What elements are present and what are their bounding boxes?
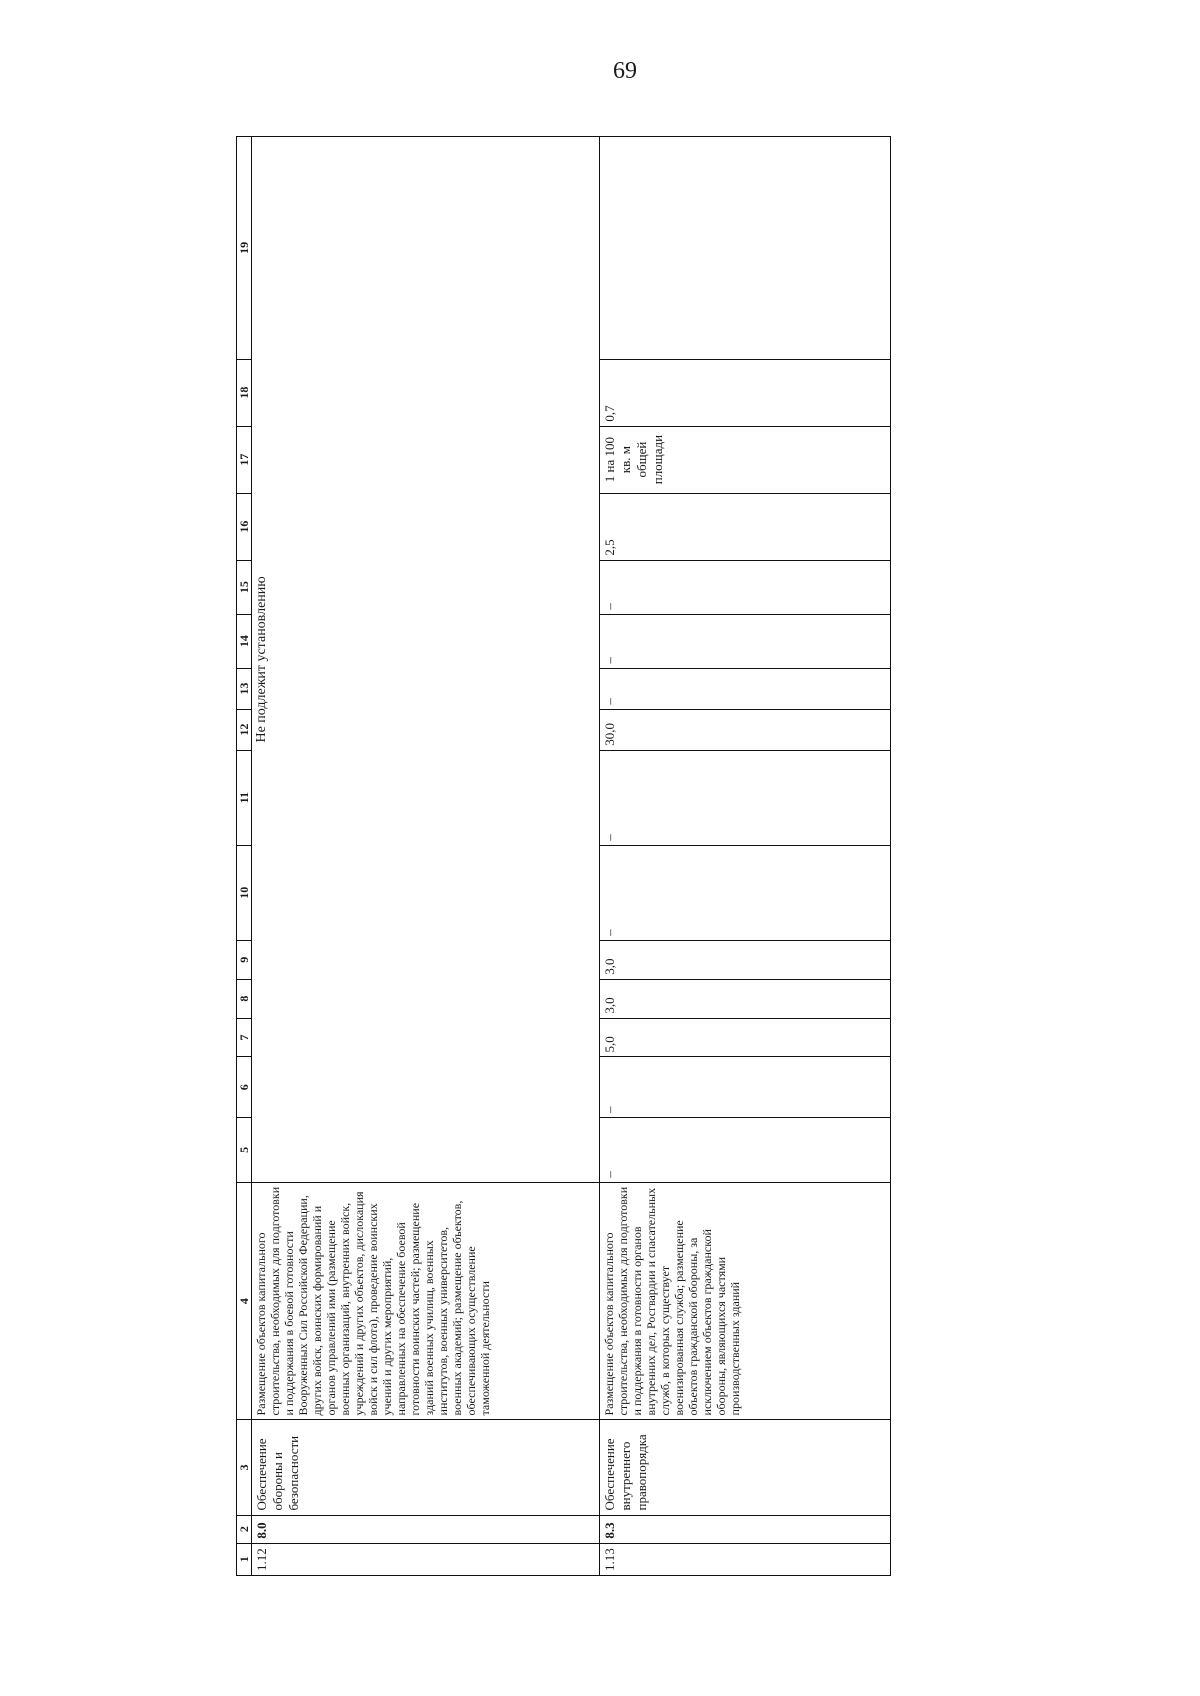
header-col-19: 19 bbox=[237, 137, 252, 360]
header-col-12: 12 bbox=[237, 709, 252, 750]
row-number: 1.12 bbox=[252, 1543, 600, 1575]
not-applicable-note: Не подлежит установлению bbox=[252, 137, 600, 1183]
header-col-8: 8 bbox=[237, 979, 252, 1018]
value-col-13: – bbox=[600, 668, 891, 709]
header-col-10: 10 bbox=[237, 845, 252, 940]
header-row bbox=[237, 137, 252, 1576]
header-col-16: 16 bbox=[237, 493, 252, 560]
header-col-11: 11 bbox=[237, 750, 252, 845]
value-col-16: 2,5 bbox=[600, 493, 891, 560]
page-number: 69 bbox=[613, 58, 637, 84]
value-col-7: 5,0 bbox=[600, 1018, 891, 1057]
header-col-13: 13 bbox=[237, 668, 252, 709]
value-col-11: – bbox=[600, 750, 891, 845]
value-col-19 bbox=[600, 137, 891, 360]
table-row bbox=[600, 137, 891, 1576]
use-code: 8.3 bbox=[600, 1515, 891, 1543]
table-row bbox=[252, 137, 600, 1576]
header-col-5: 5 bbox=[237, 1117, 252, 1182]
use-description: Размещение объектов капитального строительства, необходимых для подготовки и поддержания в боевой готовности Вооруженных Сил Российской Федерации, других войск, воинских формирований и органов управлений ими (размещение военных организаций, внутренних войск, учреждений и других объектов, дислокация войск и сил флота), проведение воинских учений и других мероприятий, направленных на обеспечение боевой готовности воинских частей; размещение зданий военных училищ, военных институтов, военных университетов, военных академий; размещение объектов, обеспечивающих осуществление таможенной деятельности bbox=[252, 1182, 600, 1420]
value-col-10: – bbox=[600, 845, 891, 940]
value-col-12: 30,0 bbox=[600, 709, 891, 750]
header-col-14: 14 bbox=[237, 614, 252, 668]
value-col-15: – bbox=[600, 560, 891, 614]
value-col-9: 3,0 bbox=[600, 940, 891, 979]
value-col-14: – bbox=[600, 614, 891, 668]
value-col-18: 0,7 bbox=[600, 359, 891, 426]
header-col-15: 15 bbox=[237, 560, 252, 614]
value-col-17: 1 на 100 кв. м общей площади bbox=[600, 426, 891, 493]
header-col-1: 1 bbox=[237, 1543, 252, 1575]
header-col-3: 3 bbox=[237, 1420, 252, 1515]
header-col-7: 7 bbox=[237, 1018, 252, 1057]
use-type-name: Обеспечение внутреннего правопорядка bbox=[600, 1420, 891, 1515]
use-description: Размещение объектов капитального строительства, необходимых для подготовки и поддержания в готовности органов внутренних дел, Росгвардии и спасательных служб, в которых существует военизированная служба; размещение объектов гражданской обороны, за исключением объектов гражданской обороны, являющихся частями производственных зданий bbox=[600, 1182, 891, 1420]
value-col-6: – bbox=[600, 1057, 891, 1117]
value-col-8: 3,0 bbox=[600, 979, 891, 1018]
header-col-9: 9 bbox=[237, 940, 252, 979]
row-number: 1.13 bbox=[600, 1543, 891, 1575]
header-col-4: 4 bbox=[237, 1182, 252, 1420]
rotated-table-sheet bbox=[236, 136, 891, 1576]
header-col-2: 2 bbox=[237, 1515, 252, 1543]
value-col-5: – bbox=[600, 1117, 891, 1182]
regulations-table bbox=[236, 136, 891, 1576]
use-type-name: Обеспечение обороны и безопасности bbox=[252, 1420, 600, 1515]
header-col-18: 18 bbox=[237, 359, 252, 426]
use-code: 8.0 bbox=[252, 1515, 600, 1543]
header-col-17: 17 bbox=[237, 426, 252, 493]
header-col-6: 6 bbox=[237, 1057, 252, 1117]
